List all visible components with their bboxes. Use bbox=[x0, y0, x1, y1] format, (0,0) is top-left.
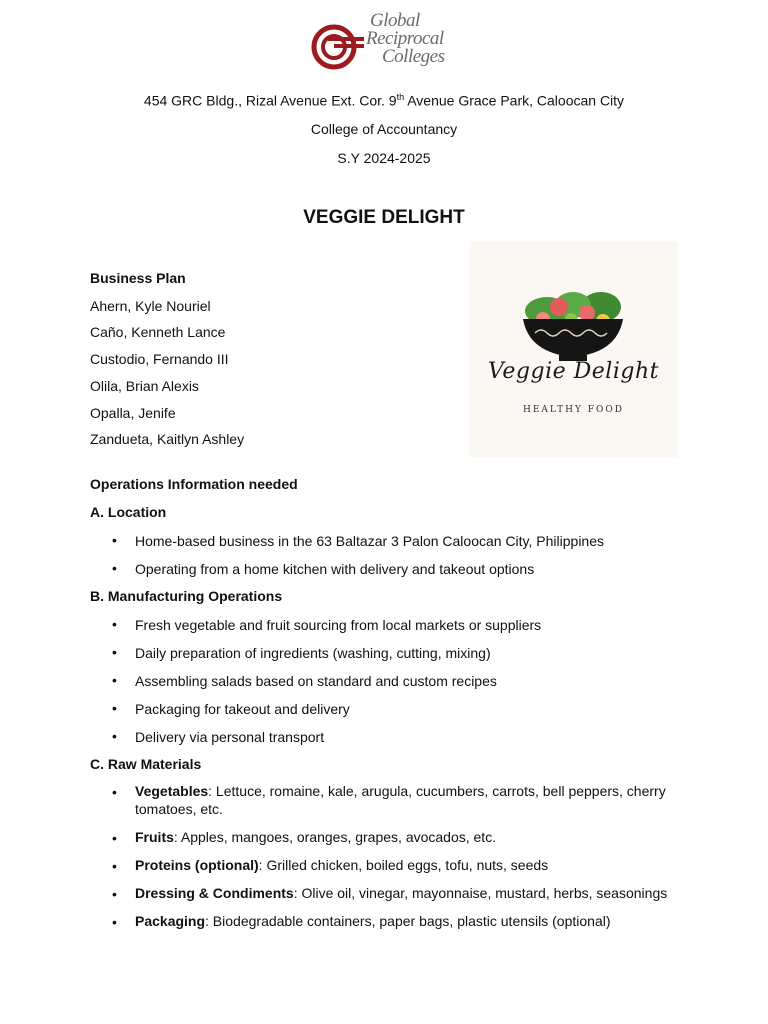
member-name: Custodio, Fernando III bbox=[90, 351, 229, 367]
list-item: Fresh vegetable and fruit sourcing from local markets or suppliers bbox=[135, 617, 542, 633]
location-heading: A. Location bbox=[90, 504, 167, 520]
list-item bbox=[135, 884, 675, 902]
document-title: VEGGIE DELIGHT bbox=[303, 207, 465, 228]
grc-logo-icon bbox=[310, 22, 364, 72]
member-name: Ahern, Kyle Nouriel bbox=[90, 298, 211, 314]
item-label: Vegetables bbox=[135, 783, 209, 799]
business-plan-heading: Business Plan bbox=[90, 270, 186, 286]
bullet-icon: • bbox=[112, 886, 117, 902]
bullet-icon: • bbox=[112, 644, 117, 660]
bullet-icon: • bbox=[112, 532, 117, 548]
list-item bbox=[135, 856, 675, 874]
list-item: Home-based business in the 63 Baltazar 3 Palon Caloocan City, Philippines bbox=[135, 533, 605, 549]
manufacturing-heading: B. Manufacturing Operations bbox=[90, 588, 283, 604]
bullet-icon: • bbox=[112, 616, 117, 632]
bullet-icon: • bbox=[112, 560, 117, 576]
logo-line: Reciprocal bbox=[366, 28, 444, 49]
item-text: : Biodegradable containers, paper bags, plastic utensils (optional) bbox=[205, 913, 611, 929]
school-logo bbox=[310, 12, 460, 74]
address bbox=[0, 92, 768, 109]
operations-heading: Operations Information needed bbox=[90, 476, 298, 492]
college-name: College of Accountancy bbox=[310, 121, 458, 137]
logo-line: Colleges bbox=[382, 46, 445, 67]
item-label: Proteins (optional) bbox=[135, 857, 259, 873]
item-label: Packaging bbox=[135, 913, 206, 929]
brand-name: Veggie Delight bbox=[488, 359, 659, 384]
bullet-icon: • bbox=[112, 728, 117, 744]
list-item bbox=[135, 912, 675, 930]
bullet-icon: • bbox=[112, 914, 117, 930]
raw-materials-heading: C. Raw Materials bbox=[90, 756, 202, 772]
bullet-icon: • bbox=[112, 830, 117, 846]
school-year: S.Y 2024-2025 bbox=[337, 150, 431, 166]
address-text-end: Avenue Grace Park, Caloocan City bbox=[404, 92, 625, 109]
logo-line: Global bbox=[370, 10, 420, 31]
item-label: Dressing & Condiments bbox=[135, 885, 294, 901]
address-sup: th bbox=[396, 92, 405, 102]
member-name: Opalla, Jenife bbox=[90, 405, 176, 421]
item-text: : Apples, mangoes, oranges, grapes, avocados, etc. bbox=[173, 829, 497, 845]
bullet-icon: • bbox=[112, 784, 117, 800]
list-item: Packaging for takeout and delivery bbox=[135, 701, 350, 717]
list-item bbox=[135, 828, 675, 846]
bullet-icon: • bbox=[112, 700, 117, 716]
item-text: : Grilled chicken, boiled eggs, tofu, nuts, seeds bbox=[258, 857, 549, 873]
bullet-icon: • bbox=[112, 672, 117, 688]
member-name: Zandueta, Kaitlyn Ashley bbox=[90, 431, 245, 447]
brand-tagline: HEALTHY FOOD bbox=[522, 405, 625, 415]
address-text: 454 GRC Bldg., Rizal Avenue Ext. Cor. 9 bbox=[143, 92, 397, 109]
item-text: : Lettuce, romaine, kale, arugula, cucumbers, carrots, bell peppers, cherry tomatoes, etc. bbox=[135, 783, 666, 817]
item-label: Fruits bbox=[135, 829, 174, 845]
brand-logo-image bbox=[469, 241, 678, 457]
list-item bbox=[135, 782, 675, 818]
member-name: Caño, Kenneth Lance bbox=[90, 324, 226, 340]
list-item: Assembling salads based on standard and custom recipes bbox=[135, 673, 497, 689]
list-item: Operating from a home kitchen with delivery and takeout options bbox=[135, 561, 535, 577]
logo-text bbox=[366, 12, 445, 66]
list-item: Daily preparation of ingredients (washing, cutting, mixing) bbox=[135, 645, 491, 661]
member-name: Olila, Brian Alexis bbox=[90, 378, 199, 394]
list-item: Delivery via personal transport bbox=[135, 729, 325, 745]
bullet-icon: • bbox=[112, 858, 117, 874]
item-text: : Olive oil, vinegar, mayonnaise, mustard, herbs, seasonings bbox=[293, 885, 668, 901]
